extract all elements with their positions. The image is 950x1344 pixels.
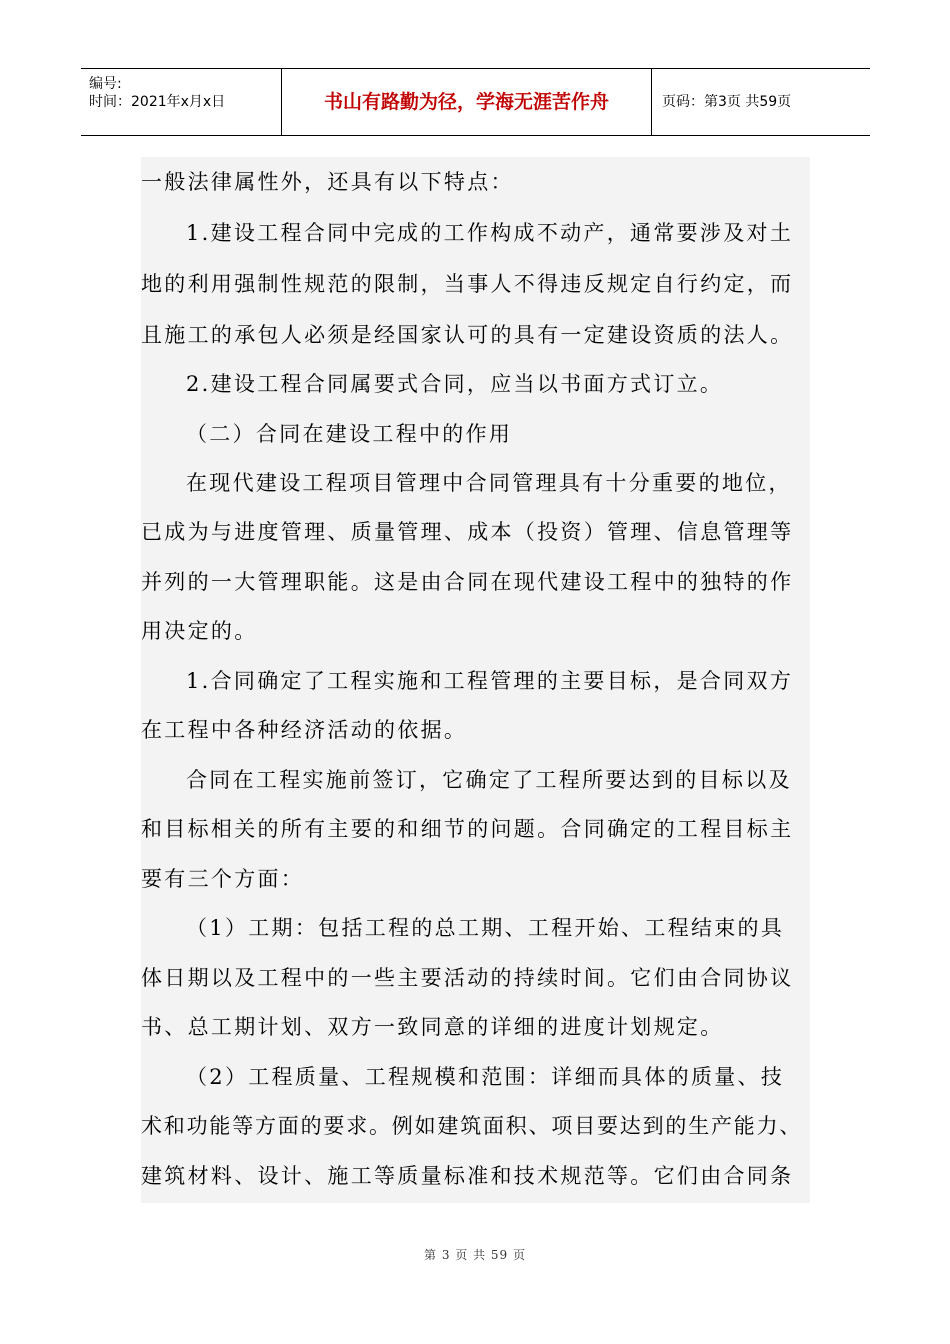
text-line: 和目标相关的所有主要的和细节的问题。合同确定的工程目标主 <box>141 817 794 841</box>
document-body <box>141 157 810 1203</box>
text-line: 在工程中各种经济活动的依据。 <box>141 718 468 742</box>
text-line: 在现代建设工程项目管理中合同管理具有十分重要的地位， <box>186 471 792 495</box>
text-line: 书、总工期计划、双方一致同意的详细的进度计划规定。 <box>141 1015 724 1039</box>
section-heading: （二）合同在建设工程中的作用 <box>186 422 513 446</box>
page-header <box>81 68 870 136</box>
text-line: 合同在工程实施前签订，它确定了工程所要达到的目标以及 <box>186 768 792 792</box>
header-motto: 书山有路勤为径，学海无涯苦作舟 <box>282 69 652 135</box>
text-line: 一般法律属性外，还具有以下特点： <box>141 170 514 194</box>
text-line: 1.合同确定了工程实施和工程管理的主要目标，是合同双方 <box>186 669 794 693</box>
text-line: 并列的一大管理职能。这是由合同在现代建设工程中的独特的作 <box>141 570 794 594</box>
text-line: 且施工的承包人必须是经国家认可的具有一定建设资质的法人。 <box>141 323 794 347</box>
text-line: 2.建设工程合同属要式合同，应当以书面方式订立。 <box>186 372 724 396</box>
text-line: 1.建设工程合同中完成的工作构成不动产，通常要涉及对土 <box>186 221 794 245</box>
text-line: （2）工程质量、工程规模和范围：详细而具体的质量、技 <box>186 1065 785 1089</box>
header-page-info: 页码：第3页 共59页 <box>662 94 792 110</box>
text-line: （1）工期：包括工程的总工期、工程开始、工程结束的具 <box>186 916 785 940</box>
page-footer: 第 3 页 共 59 页 <box>424 1248 526 1262</box>
document-number-label: 编号: <box>89 76 122 92</box>
header-left-cell <box>81 69 282 135</box>
text-line: 术和功能等方面的要求。例如建筑面积、项目要达到的生产能力、 <box>141 1114 803 1138</box>
document-date: 时间：2021年x月x日 <box>89 94 226 110</box>
text-line: 用决定的。 <box>141 619 258 643</box>
text-line: 体日期以及工程中的一些主要活动的持续时间。它们由合同协议 <box>141 966 794 990</box>
text-line: 地的利用强制性规范的限制，当事人不得违反规定自行约定，而 <box>141 272 794 296</box>
text-line: 已成为与进度管理、质量管理、成本（投资）管理、信息管理等 <box>141 520 794 544</box>
text-line: 要有三个方面： <box>141 867 305 891</box>
text-line: 建筑材料、设计、施工等质量标准和技术规范等。它们由合同条 <box>141 1164 794 1188</box>
